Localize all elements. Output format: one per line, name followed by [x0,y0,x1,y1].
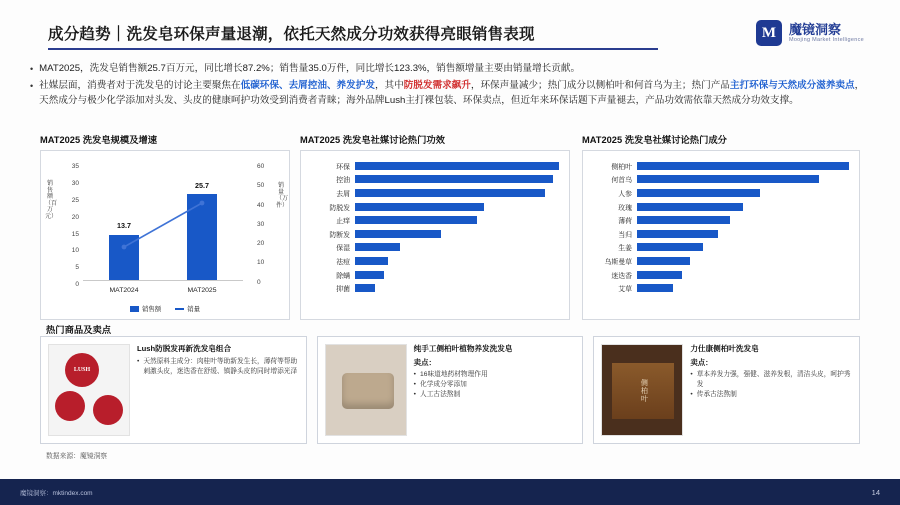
bar-category: 侧柏叶 [611,163,632,171]
brand-logo [756,20,864,46]
bar-row [309,173,559,187]
bar-track [637,162,849,170]
bullet-span: MAT2025，洗发皂销售额25.7百万元，同比增长87.2%；销售量35.0万件，同比增长123.3%，销售额增量主要由销量增长贡献。 [39,63,581,74]
bar-fill [637,203,743,211]
wood-box-label: 侧柏叶 [640,379,648,403]
lush-logo-icon [93,395,123,425]
bar-value-label-1: 25.7 [195,181,209,190]
bullet-span-alert: 防脱发需求飙升 [403,80,471,92]
legend-swatch-icon [130,306,139,312]
bar-fill [637,271,682,279]
product-card-title: Lush防脱发再新洗发皂组合 [137,344,232,353]
bullet-span: ，其中 [374,80,404,92]
product-card-bullet: • 化学成分零添加 [414,380,576,390]
bar-track [637,243,849,251]
bar-category: 乌斯曼草 [604,258,632,266]
bar-category: 环保 [336,163,350,171]
bar-row [591,213,849,227]
product-card-title: 纯手工侧柏叶植物养发洗发皂 [413,344,513,353]
chart-area-ingredients [582,150,860,320]
chart-panel-efficacy [300,132,570,320]
bar-category: 抑菌 [336,286,350,294]
tick: 0 [75,281,79,289]
bar-fill [637,243,703,251]
bullet-dot-icon: • [413,371,417,379]
bar-fill [355,162,559,170]
header [48,22,658,44]
chart-area-scale [40,150,290,320]
product-card-bullet: • 人工古法熬制 [414,390,576,400]
bar-track [637,284,849,292]
product-card-title: 力仕康侧柏叶洗发皂 [690,344,759,353]
chart-area-efficacy [300,150,570,320]
tick: 35 [71,163,79,170]
bullet-span-highlight: 低碳环保、去屑控油、养发护发 [240,80,375,92]
bar-track [355,257,559,265]
bar-category: 祛痘 [336,258,350,266]
bar-category: 薄荷 [618,218,632,226]
lush-logo-icon: LUSH [65,353,99,387]
bar-row [591,227,849,241]
product-card-subtitle: 卖点： [413,358,436,368]
bar-fill [637,257,690,265]
bar-track [637,216,849,224]
legend-item-volume: 销量 [175,304,200,313]
bar-row [309,213,559,227]
bar-row [591,268,849,282]
x-tick-mat2024: MAT2024 [109,287,139,294]
y-axis-label-left: 销售额（百万元） [45,181,58,220]
tick: 10 [71,247,79,255]
bar-row [591,281,849,295]
bullet-item [30,62,870,77]
bar-track [637,257,849,265]
bar-fill [355,175,553,183]
bullet-span-highlight: 主打环保与天然成分滋养卖点 [729,80,855,92]
bar-row [591,200,849,214]
chart-legend-scale [41,304,289,313]
bullet-dot-icon: • [690,371,693,379]
bar-track [355,189,559,197]
bar-fill [637,175,819,183]
bar-category: 保湿 [336,245,350,253]
bar-category: 控油 [336,177,350,185]
tick: 20 [71,213,79,221]
bar-row [591,254,849,268]
bullet-dot-icon: • [137,358,140,366]
bullet-span: ，环保声量减少；热门成分以侧柏叶和何首乌为主；热门产品 [470,80,730,92]
tick: 30 [71,179,79,187]
bar-row [309,186,559,200]
chart-title-efficacy: MAT2025 洗发皂社媒讨论热门功效 [300,135,445,145]
product-card-subtitle: 卖点： [690,358,713,368]
bar-value-label-0: 13.7 [117,221,131,230]
bullet-dot-icon: • [413,381,417,389]
bar-category: 去屑 [336,190,350,198]
bar-row [591,186,849,200]
bar-category: 何首乌 [611,177,632,185]
footer-site: 魔镜洞察：mktindex.com [20,489,93,497]
line-series-volume [83,163,243,281]
bar-track [637,230,849,238]
tick: 40 [257,201,265,209]
y-ticks-right [257,163,275,298]
product-card-bullet: • 天然原料主成分：肉桂叶等助新发生长，薄荷等帮助刺激头皮，迷迭香在舒缓、镇静头皮的同时增添光泽 [137,357,299,377]
footer [0,479,900,505]
bar-track [637,189,849,197]
bottom-section-title: 热门商品及卖点 [46,325,112,335]
bar-category: 除螨 [336,272,350,280]
bar-track [355,203,559,211]
bar-fill [355,203,484,211]
logo-mark-icon: M [756,20,782,46]
header-divider [48,48,658,50]
bar-fill [637,230,718,238]
bullet-span: ，天然成分与极少化学添加对头发、头皮的健康呵护功效受到消费者青睐；海外品牌Lush主打裸包装、环保卖点，但近年来环保话题下声量褪去，产品功效需依靠天然成分功效支撑。 [39,80,865,107]
lush-logo-icon [55,391,85,421]
bar-row [309,200,559,214]
tick: 50 [257,182,265,190]
product-card-list [40,336,860,444]
bar-track [355,243,559,251]
bar-category: 当归 [618,231,632,239]
bar-fill [355,284,375,292]
bar-fill [355,243,400,251]
bar-fill [637,162,849,170]
lush-bath-bomb-photo [48,344,130,436]
tick: 0 [257,278,261,286]
bar-fill [355,230,441,238]
bullet-dot-icon: • [690,391,693,399]
bar-row [309,268,559,282]
bar-track [355,175,559,183]
y-ticks-left [57,163,79,298]
tick: 5 [75,264,79,272]
page-title: 成分趋势｜洗发皂环保声量退潮，依托天然成分功效获得亮眼销售表现 [48,26,535,43]
product-card-text [137,344,299,436]
chart-panel-scale [40,132,290,320]
bar-category: 防脱发 [329,204,350,212]
handmade-soap-photo [325,344,407,436]
logo-text-en: Moojing Market Intelligence [788,37,864,44]
bullet-dot-icon: • [413,391,417,399]
product-card-bullet: • 传承古法熬制 [690,390,852,400]
bar-category: 人参 [618,190,632,198]
bar-fill [355,189,545,197]
soap-bar-shape [342,373,394,409]
bar-row [309,227,559,241]
chart-title-ingredients: MAT2025 洗发皂社媒讨论热门成分 [582,135,727,145]
product-card-bullet: • 16味道地药材物理作用 [414,370,576,380]
bar-track [355,271,559,279]
bar-fill [637,189,760,197]
bar-track [355,284,559,292]
bullet-text [39,79,870,109]
chart-panel-ingredients [582,132,860,320]
x-tick-mat2025: MAT2025 [187,287,217,294]
tick: 60 [257,163,265,170]
wood-box-shape [612,363,674,419]
bullet-span: 社媒层面，消费者对于洗发皂的讨论主要聚焦在 [39,80,241,92]
bar-track [637,175,849,183]
x-axis-line [83,280,243,281]
logo-text-cn: 魔镜洞察 [788,21,841,37]
bar-category: 艾草 [618,286,632,294]
bar-fill [355,216,477,224]
legend-item-sales: 销售额 [130,304,161,313]
bar-fill [637,216,730,224]
product-card [593,336,860,444]
bar-row [591,159,849,173]
bar-track [355,230,559,238]
tick: 10 [257,259,265,267]
chart-title-scale: MAT2025 洗发皂规模及增速 [40,135,158,145]
bullet-dot-icon: • [30,64,34,74]
bar-fill [355,271,384,279]
plot-area-scale [83,163,243,281]
bar-track [637,203,849,211]
legend-line-icon [175,308,184,310]
tick: 25 [71,196,79,204]
tick: 15 [71,230,79,238]
bar-category: 迷迭香 [611,272,632,280]
bar-row [591,173,849,187]
bar-category: 玫瑰 [618,204,632,212]
product-card-text [690,344,852,436]
wooden-soap-box-photo [601,344,683,436]
y-axis-label-right: 销量（万件） [276,183,289,209]
product-card [40,336,307,444]
bar-fill [637,284,673,292]
bar-category: 生姜 [618,245,632,253]
product-card-bullet: • 草本养发力强，强健、滋养发根，清洁头皮，呵护秀发 [690,370,852,390]
bar-row [591,241,849,255]
product-card-text [414,344,576,436]
bar-category: 防断发 [329,231,350,239]
bar-row [309,254,559,268]
bullet-list [30,62,870,111]
bar-track [355,162,559,170]
tick: 20 [257,240,265,248]
page-number: 14 [871,487,880,497]
bar-track [355,216,559,224]
bar-category: 止痒 [336,218,350,226]
bar-row [309,281,559,295]
product-card [317,336,584,444]
bar-track [637,271,849,279]
tick: 30 [257,220,265,228]
bullet-dot-icon: • [30,81,34,92]
bar-fill [355,257,388,265]
data-source-note: 数据来源：魔镜洞察 [46,453,108,460]
bullet-item [30,79,870,109]
bar-row [309,241,559,255]
bullet-text [39,62,870,77]
bar-row [309,159,559,173]
